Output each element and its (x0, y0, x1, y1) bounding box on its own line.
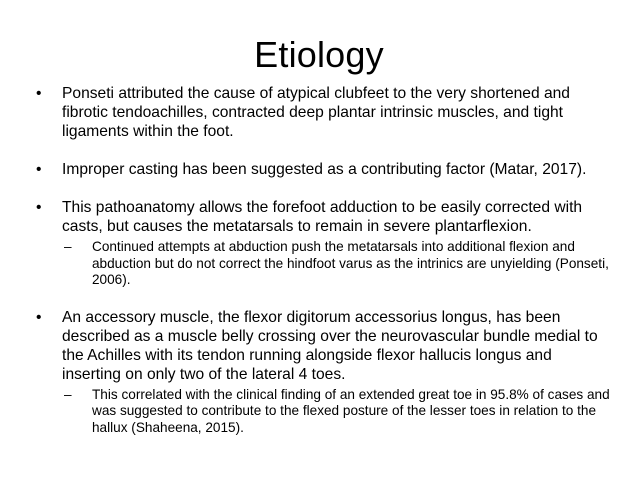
slide-title: Etiology (254, 34, 384, 75)
sub-bullet-item (36, 387, 610, 437)
bullet-item (36, 308, 610, 384)
sub-bullet-text: Continued attempts at abduction push the metatarsals into additional flexion and abduction but do not correct the hindfoot varus as the intrinics are unyielding (Ponseti, 2006). (92, 239, 609, 287)
sub-bullet-item (36, 239, 610, 289)
sub-bullet-text: This correlated with the clinical finding of an extended great toe in 95.8% of cases and was suggested to contribute to the flexed posture of the lesser toes in relation to the hallux (Shaheena, 2015). (92, 386, 610, 435)
bullet-marker: • (36, 161, 42, 178)
bullet-text: This pathoanatomy allows the forefoot adduction to be easily corrected with casts, but causes the metatarsals to remain in severe plantarflexion. (62, 199, 583, 235)
bullet-marker: • (36, 85, 42, 102)
bullet-item (36, 84, 610, 141)
bullet-item (36, 160, 610, 179)
bullet-text: Improper casting has been suggested as a contributing factor (Matar, 2017). (62, 161, 587, 178)
bullet-text: Ponseti attributed the cause of atypical clubfeet to the very shortened and fibrotic tendoachilles, contracted deep plantar intrinsic muscles, and tight ligaments within the foot. (62, 85, 570, 140)
bullet-text: An accessory muscle, the flexor digitorum accessorius longus, has been described as a muscle belly crossing over the neurovascular bundle medial to the Achilles with its tendon running alongside flexor hallucis longus and inserting on only two of the lateral 4 toes. (62, 308, 598, 383)
sub-bullet-marker: – (64, 239, 72, 254)
sub-bullet-marker: – (64, 386, 72, 402)
bullet-marker: • (36, 199, 42, 216)
bullet-item (36, 198, 610, 236)
bullet-marker: • (36, 308, 42, 326)
slide-body (36, 84, 610, 455)
